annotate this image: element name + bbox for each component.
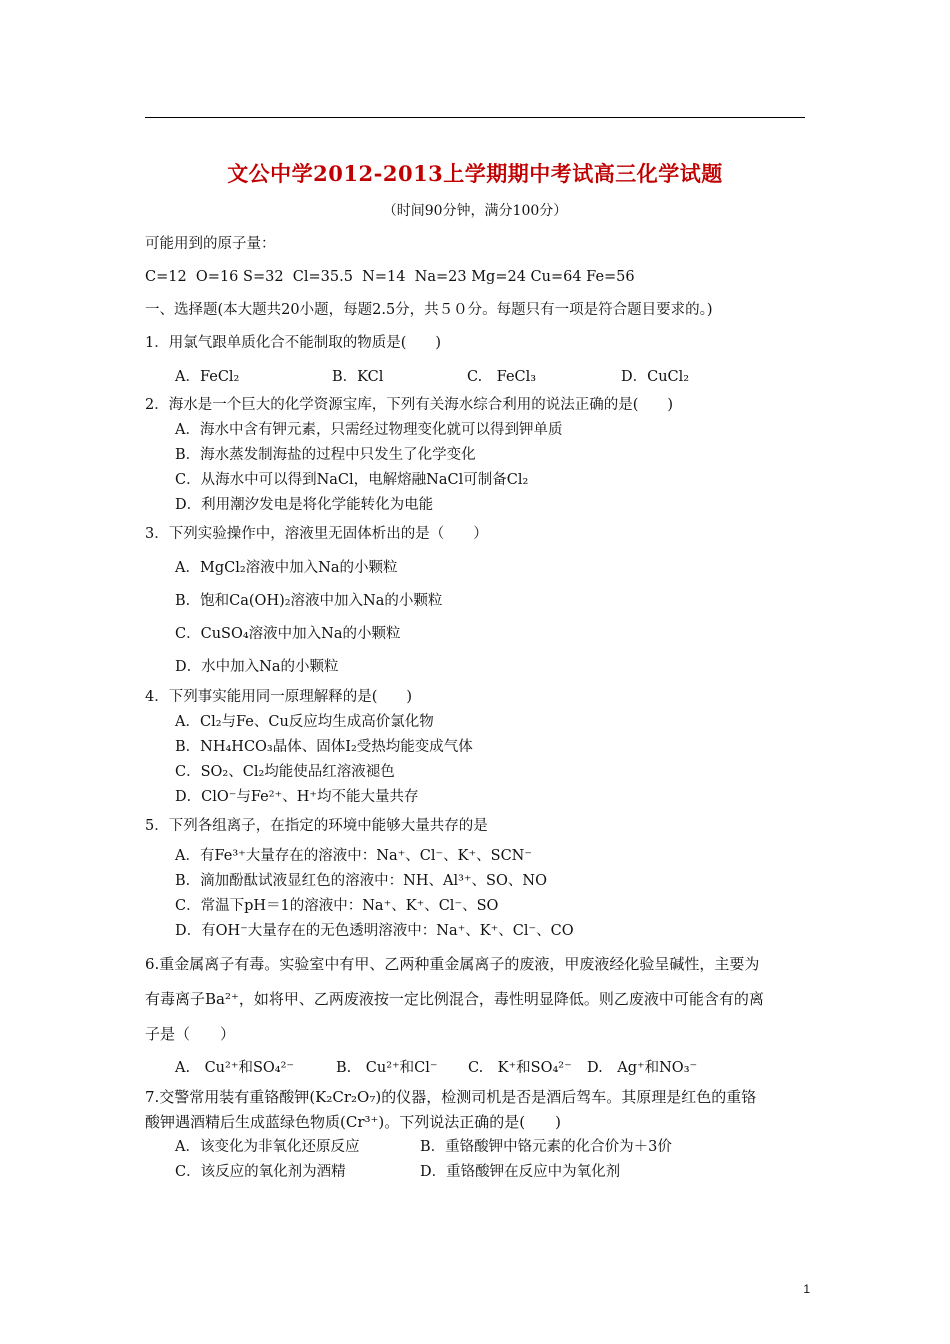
exam-subtitle: （时间90分钟，满分100分） (382, 203, 568, 219)
page-title: 文公中学2012-2013上学期期中考试高三化学试题 (227, 161, 723, 186)
question-6-stem-line-2: 有毒离子Ba²⁺，如将甲、乙两废液按一定比例混合，毒性明显降低。则乙废液中可能含有的离 (145, 990, 764, 1008)
question-4-option-a: A．Cl₂与Fe、Cu反应均生成高价氯化物 (175, 714, 434, 730)
question-2-stem: 2．海水是一个巨大的化学资源宝库，下列有关海水综合利用的说法正确的是( ) (145, 397, 674, 413)
header-rule (145, 117, 805, 118)
question-6-option-c: C. K⁺和SO₄²⁻ (468, 1060, 572, 1076)
question-4-option-b: B．NH₄HCO₃晶体、固体I₂受热均能变成气体 (175, 739, 473, 755)
question-2-option-b: B．海水蒸发制海盐的过程中只发生了化学变化 (175, 447, 476, 463)
question-2-option-d: D．利用潮汐发电是将化学能转化为电能 (175, 497, 434, 513)
question-4-stem: 4．下列事实能用同一原理解释的是( ) (145, 689, 413, 705)
question-1-option-a: A．FeCl₂ (175, 369, 240, 385)
question-3-option-b: B．饱和Ca(OH)₂溶液中加入Na的小颗粒 (175, 593, 443, 609)
question-6-stem-line-3: 子是（ ） (145, 1025, 236, 1043)
question-5-option-b: B．滴加酚酞试液显红色的溶液中：NH、Al³⁺、SO、NO (175, 873, 547, 889)
atomic-mass-label: 可能用到的原子量： (145, 236, 276, 252)
question-2-option-a: A．海水中含有钾元素，只需经过物理变化就可以得到钾单质 (175, 422, 563, 438)
question-1-stem: 1．用氯气跟单质化合不能制取的物质是( ) (145, 335, 442, 351)
question-6-option-d: D. Ag⁺和NO₃⁻ (587, 1060, 698, 1076)
question-4-option-d: D．ClO⁻与Fe²⁺、H⁺均不能大量共存 (175, 789, 419, 805)
question-7-option-d: D．重铬酸钾在反应中为氧化剂 (420, 1164, 621, 1180)
question-4-option-c: C．SO₂、Cl₂均能使品红溶液褪色 (175, 764, 395, 780)
question-7-stem-line-2: 酸钾遇酒精后生成蓝绿色物质(Cr³⁺)。下列说法正确的是( ) (145, 1113, 561, 1131)
question-3-option-d: D．水中加入Na的小颗粒 (175, 659, 339, 675)
question-1-option-c: C. FeCl₃ (467, 369, 537, 385)
question-2-option-c: C．从海水中可以得到NaCl，电解熔融NaCl可制备Cl₂ (175, 472, 529, 488)
question-3-option-a: A．MgCl₂溶液中加入Na的小颗粒 (175, 560, 398, 576)
question-7-stem-line-1: 7.交警常用装有重铬酸钾(K₂Cr₂O₇)的仪器，检测司机是否是酒后驾车。其原理是红色的重铬 (145, 1088, 757, 1106)
question-7-option-c: C．该反应的氧化剂为酒精 (175, 1164, 346, 1180)
question-3-stem: 3．下列实验操作中，溶液里无固体析出的是（ ） (145, 526, 488, 542)
question-5-stem: 5．下列各组离子，在指定的环境中能够大量共存的是 (145, 818, 488, 834)
question-6-option-a: A. Cu²⁺和SO₄²⁻ (175, 1060, 295, 1076)
question-6-option-b: B. Cu²⁺和Cl⁻ (336, 1060, 438, 1076)
question-7-option-a: A．该变化为非氧化还原反应 (175, 1139, 360, 1155)
section-heading: 一、选择题(本大题共20小题，每题2.5分，共５０分。每题只有一项是符合题目要求的。) (145, 302, 713, 318)
question-1-option-d: D．CuCl₂ (621, 369, 690, 385)
question-6-stem-line-1: 6.重金属离子有毒。实验室中有甲、乙两种重金属离子的废液，甲废液经化验呈碱性，主要为 (145, 955, 760, 973)
atomic-mass-list: C=12 O=16 S=32 Cl=35.5 N=14 Na=23 Mg=24 Cu=64 Fe=56 (145, 269, 635, 285)
question-1-option-b: B．KCl (332, 369, 384, 385)
question-7-option-b: B．重铬酸钾中铬元素的化合价为＋3价 (420, 1139, 672, 1155)
page-number: 1 (803, 1282, 810, 1296)
question-3-option-c: C．CuSO₄溶液中加入Na的小颗粒 (175, 626, 401, 642)
question-5-option-c: C．常温下pH＝1的溶液中：Na⁺、K⁺、Cl⁻、SO (175, 898, 499, 914)
question-5-option-d: D．有OH⁻大量存在的无色透明溶液中：Na⁺、K⁺、Cl⁻、CO (175, 923, 574, 939)
question-5-option-a: A．有Fe³⁺大量存在的溶液中：Na⁺、Cl⁻、K⁺、SCN⁻ (175, 848, 533, 864)
